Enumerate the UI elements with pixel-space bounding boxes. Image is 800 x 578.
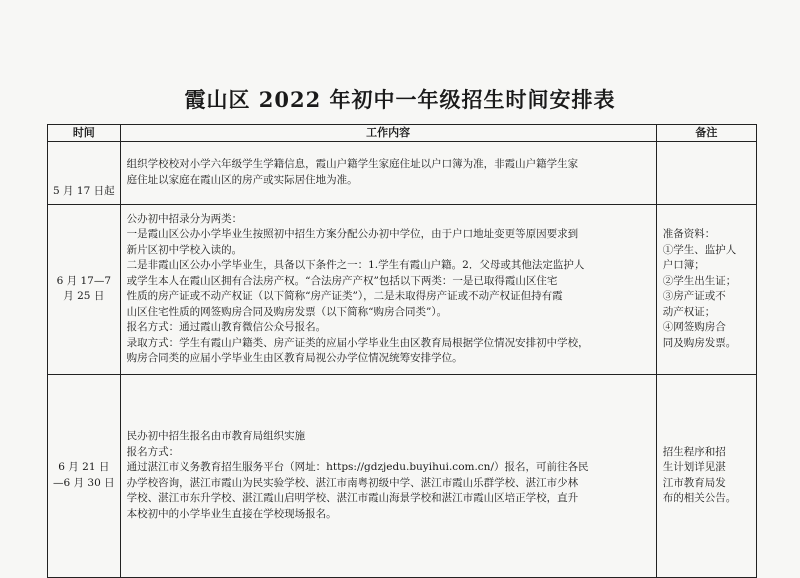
note-text: 户口簿；	[662, 259, 705, 271]
time-cell	[48, 374, 121, 577]
time-text: 6 月 17—7	[56, 274, 112, 287]
work-text: 一是霞山区公办小学毕业生按照初中招生方案分配公办初中学位，由于户口地址变更等原因要求到	[126, 228, 579, 240]
enrollment-schedule-table	[47, 124, 757, 578]
work-text: 或学生本人在霞山区拥有合法房产权。“合法房产产权”包括以下两类：一是已取得霞山区住宅	[126, 274, 558, 287]
header-time: 时间	[48, 125, 121, 142]
work-text: 民办初中招生报名由市教育局组织实施	[126, 430, 306, 442]
note-cell	[656, 374, 756, 577]
time-cell	[48, 204, 121, 374]
note-text: 准备资料：	[662, 228, 716, 240]
work-text: 报名方式：通过霞山教育微信公众号报名。	[126, 321, 327, 333]
work-text: 性质的房产证或不动产权证（以下简称“房产证类”），二是未取得房产证或不动产权证但持有霞	[126, 290, 563, 302]
note-text: ①学生、监护人	[662, 243, 737, 256]
note-text: 动产权证；	[662, 305, 716, 318]
work-text: 山区住宅性质的网签购房合同及购房发票（以下简称“购房合同类”）。	[126, 305, 448, 318]
note-text: 布的相关公告。	[662, 492, 737, 504]
work-cell	[120, 204, 656, 374]
note-cell	[656, 204, 756, 374]
header-note: 备注	[656, 125, 756, 142]
work-text: 本校初中的小学毕业生直接在学校现场报名。	[126, 507, 337, 520]
work-text: 购房合同类的应届小学毕业生由区教育局视公办学位情况统筹安排学位。	[126, 352, 463, 364]
note-text: ③房产证或不	[662, 290, 726, 302]
note-text: 同及购房发票。	[662, 336, 737, 349]
time-cell	[48, 141, 121, 204]
page-title: 霞山区 2022 年初中一年级招生时间安排表	[184, 87, 616, 112]
note-cell	[656, 141, 756, 204]
time-text: 月 25 日	[63, 290, 105, 302]
work-text: 办学校咨询，湛江市霞山为民实验学校、湛江市南粤初级中学、湛江市霞山乐群学校、湛江市少林	[126, 476, 579, 489]
work-cell	[120, 141, 656, 204]
header-work: 工作内容	[120, 125, 656, 142]
time-text: 6 月 21 日	[58, 461, 110, 473]
time-text: 5 月 17 日起	[53, 185, 115, 197]
table-header-row	[48, 125, 757, 142]
time-text: —6 月 30 日	[53, 476, 115, 489]
note-text: ④网签购房合	[662, 321, 726, 333]
work-text: 庭住址以家庭在霞山区的房产或实际居住地为准。	[126, 173, 358, 186]
work-text: 新片区初中学校入读的。	[126, 243, 243, 256]
work-text: 学校、湛江市东升学校、湛江霞山启明学校、湛江市霞山海景学校和湛江市霞山区培正学校，直升	[126, 492, 579, 504]
note-text: 江市教育局发	[662, 476, 726, 489]
note-text: ②学生出生证；	[662, 274, 737, 287]
work-text: 二是非霞山区公办小学毕业生，具备以下条件之一：1.学生有霞山户籍。2．父母或其他法定监护人	[126, 259, 585, 271]
work-cell	[120, 374, 656, 577]
note-text: 生计划详见湛	[662, 461, 726, 473]
work-text: 录取方式：学生有霞山户籍类、房产证类的应届小学毕业生由区教育局根据学位情况安排初中学校，	[126, 336, 589, 349]
table-row	[48, 374, 757, 577]
work-text: 组织学校校对小学六年级学生学籍信息，霞山户籍学生家庭住址以户口簿为准，非霞山户籍学生家	[126, 158, 579, 170]
table-row	[48, 141, 757, 204]
work-text: 通过湛江市义务教育招生服务平台（网址：https://gdzjedu.buyihui.com.cn/）报名，可前往各民	[126, 461, 589, 473]
table-row	[48, 204, 757, 374]
work-text: 报名方式：	[126, 445, 180, 458]
note-text: 招生程序和招	[662, 445, 726, 458]
work-text: 公办初中招录分为两类：	[126, 212, 243, 225]
